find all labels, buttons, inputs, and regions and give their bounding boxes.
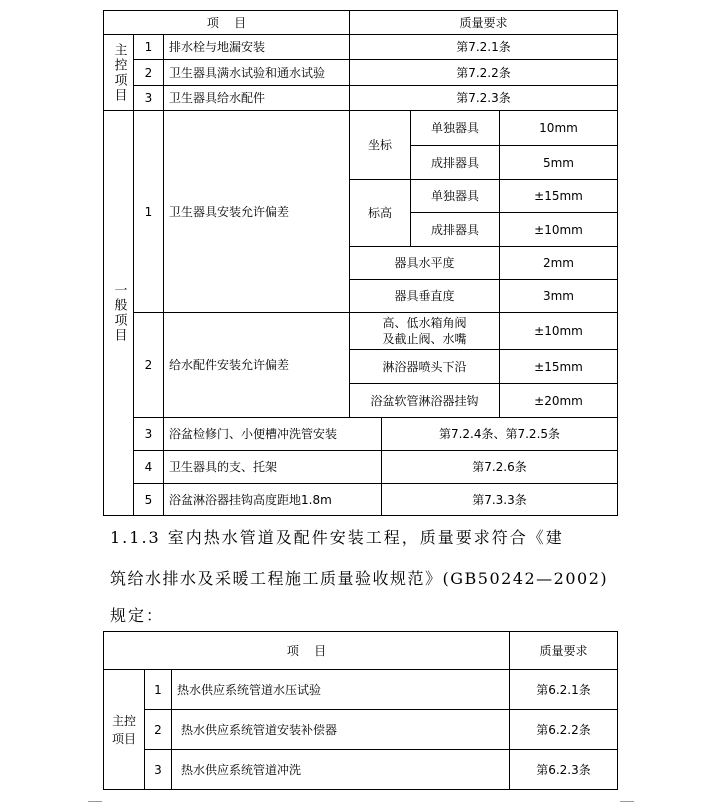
row-req: 第6.2.2条 [509,709,618,750]
header-quality: 质量要求 [349,10,618,35]
row-req: 第6.2.1条 [509,669,618,710]
row-num: 3 [133,417,164,451]
row-num: 5 [133,483,164,516]
sub-label-multiline [349,312,500,350]
row-name: 卫生器具的支、托架 [163,450,382,484]
sub-label-line: 高、低水箱角阀 [382,316,467,330]
row-num: 2 [133,59,164,86]
row-req: 第7.2.6条 [381,450,618,484]
sub-value: ±10mm [499,312,618,350]
row-num: 2 [144,709,172,750]
row-name: 排水栓与地漏安装 [163,34,350,60]
sub-value: 10mm [499,110,618,146]
sub-label: 单独器具 [410,110,500,146]
sub-label: 成排器具 [410,145,500,180]
header-quality: 质量要求 [509,631,618,670]
row-req: 第6.2.3条 [509,749,618,790]
sub-group-elevation: 标高 [349,179,411,247]
row-name: 热水供应系统管道安装补偿器 [171,709,510,750]
sub-label: 成排器具 [410,212,500,247]
sub-value: ±15mm [499,179,618,213]
group-general: 一般项目 [103,110,134,516]
row-req: 第7.2.4条、第7.2.5条 [381,417,618,451]
sub-label: 淋浴器喷头下沿 [349,349,500,384]
row-num: 3 [133,85,164,111]
paragraph-line: 规定： [110,606,165,625]
row-req: 第7.2.3条 [349,85,618,111]
sub-label: 器具垂直度 [349,279,500,313]
sub-label: 浴盆软管淋浴器挂钩 [349,383,500,418]
row-num: 1 [144,669,172,710]
row-name: 浴盆检修门、小便槽冲洗管安装 [163,417,382,451]
sub-label: 器具水平度 [349,246,500,280]
paragraph-line: 筑给水排水及采暖工程施工质量验收规范》(GB50242—2002) [110,569,609,588]
row-name: 卫生器具给水配件 [163,85,350,111]
sub-label: 单独器具 [410,179,500,213]
paragraph-line: 1.1.3 室内热水管道及配件安装工程，质量要求符合《建 [110,528,564,547]
row-name: 卫生器具满水试验和通水试验 [163,59,350,86]
row-name: 热水供应系统管道冲洗 [171,749,510,790]
sub-value: ±15mm [499,349,618,384]
sub-value: ±20mm [499,383,618,418]
group-main-control: 主控项目 [103,669,145,790]
row-req: 第7.3.3条 [381,483,618,516]
row-name: 给水配件安装允许偏差 [163,312,350,418]
sub-value: 5mm [499,145,618,180]
row-name: 热水供应系统管道水压试验 [171,669,510,710]
row-name: 卫生器具安装允许偏差 [163,110,350,313]
row-num: 1 [133,110,164,313]
sub-label-line: 及截止阀、水嘴 [382,332,467,346]
row-num: 4 [133,450,164,484]
sub-group-coordinate: 坐标 [349,110,411,180]
row-num: 2 [133,312,164,418]
group-main-control: 主控项目 [103,34,134,111]
header-item: 项 目 [103,631,510,670]
sub-value: 3mm [499,279,618,313]
sub-value: ±10mm [499,212,618,247]
row-req: 第7.2.1条 [349,34,618,60]
row-num: 1 [133,34,164,60]
row-num: 3 [144,749,172,790]
header-item: 项 目 [103,10,350,35]
row-req: 第7.2.2条 [349,59,618,86]
row-name: 浴盆淋浴器挂钩高度距地1.8m [163,483,382,516]
sub-value: 2mm [499,246,618,280]
